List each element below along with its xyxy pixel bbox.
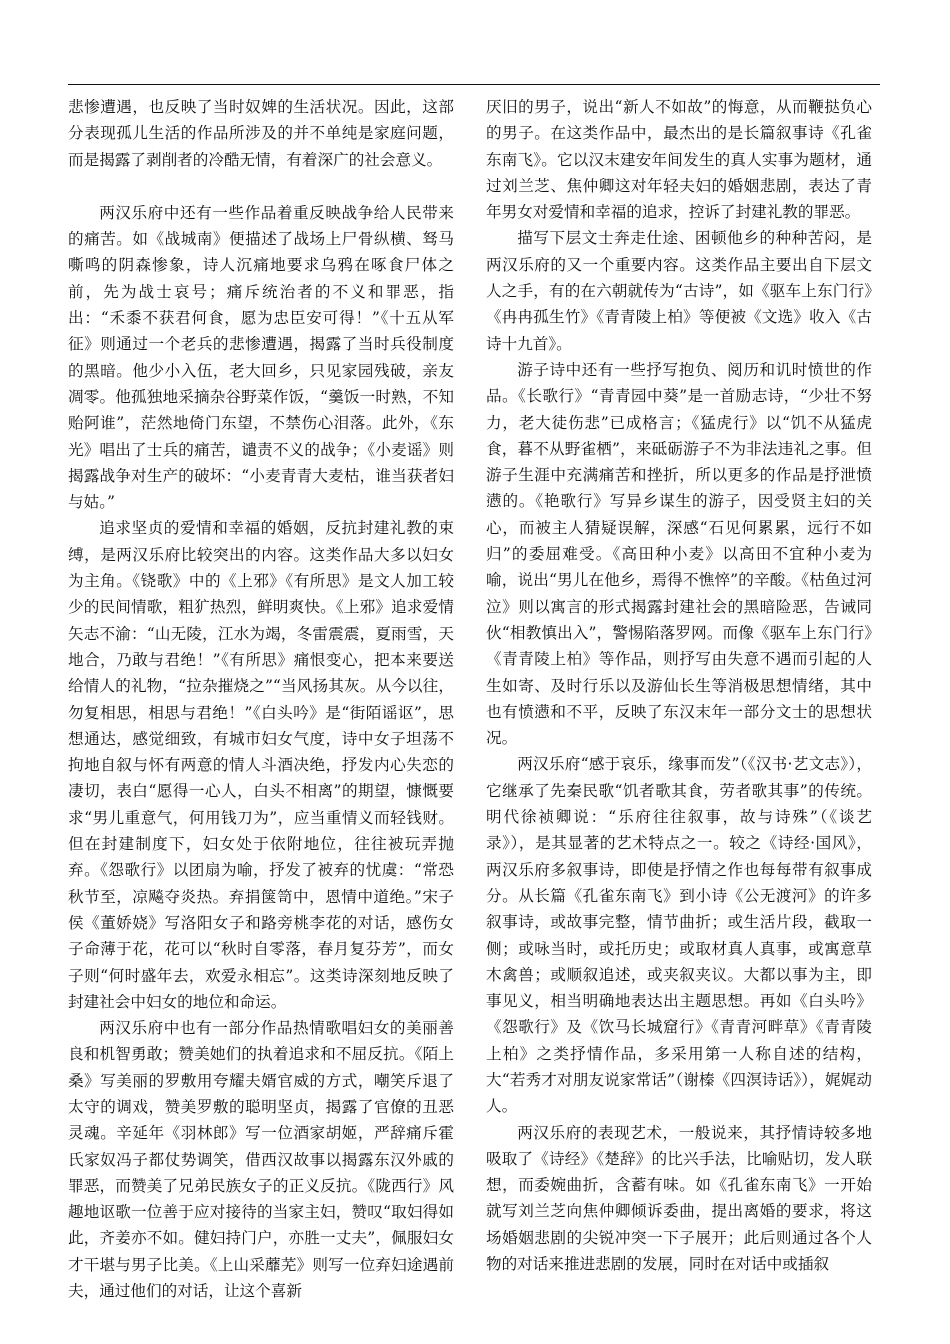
paragraph: 悲惨遭遇，也反映了当时奴婢的生活状况。因此，这部分表现孤儿生活的作品所涉及的并不单纯是家庭问题，而是揭露了剥削者的冷酷无情，有着深广的社会意义。 <box>68 98 454 169</box>
paragraph: 游子诗中还有一些抒写抱负、阅历和讥时愤世的作品。《长歌行》“青青园中葵”是一首励志诗，“少壮不努力，老大徒伤悲”已成格言；《猛虎行》以“饥不从猛虎食，暮不从野雀栖”，来砥砺游子不为非法违礼之事。但游子生涯中充满痛苦和挫折，所以更多的作品是抒泄愤懑的。《艳歌行》写异乡谋生的游子，因受贤主妇的关心，而被主人猜疑误解，深感“石见何累累，远行不如归”的委屈难受。《高田种小麦》以高田不宜种小麦为喻，说出“男儿在他乡，焉得不憔悴”的辛酸。《枯鱼过河泣》则以寓言的形式揭露封建社会的黑暗险恶，告诫同伙“相教慎出入”，警惕陷落罗网。而像《驱车上东门行》《青青陵上柏》等作品，则抒写由失意不遇而引起的人生如寄、及时行乐以及游仙长生等消极思想情绪，其中也有愤懑和不平，反映了东汉末年一部分文士的思想状况。 <box>486 360 872 748</box>
paragraph: 两汉乐府“感于哀乐，缘事而发”（《汉书·艺文志》），它继承了先秦民歌“饥者歌其食，劳者歌其事”的传统。明代徐祯卿说：“乐府往往叙事，故与诗殊”（《谈艺录》），是其显著的艺术特点之一。较之《诗经·国风》，两汉乐府多叙事诗，即使是抒情之作也每每带有叙事成分。从长篇《孔雀东南飞》到小诗《公无渡河》的许多叙事诗，或故事完整，情节曲折；或生活片段，截取一侧；或咏当时，或托历史；或取材真人真事，或寓意草木禽兽；或顺叙追述，或夹叙夹议。大都以事为主，即事见义，相当明确地表达出主题思想。再如《白头吟》《怨歌行》及《饮马长城窟行》《青青河畔草》《青青陵上柏》之类抒情作品，多采用第一人称自述的结构，大“若秀才对朋友说家常话”（谢榛《四溟诗话》），娓娓动人。 <box>486 755 872 1116</box>
header-rule <box>68 84 880 85</box>
paragraph: 两汉乐府中也有一部分作品热情歌唱妇女的美丽善良和机智勇敢；赞美她们的执着追求和不屈反抗。《陌上桑》写美丽的罗敷用夸耀夫婿官威的方式，嘲笑斥退了太守的调戏，赞美罗敷的聪明坚贞，揭露了官僚的丑恶灵魂。辛延年《羽林郎》写一位酒家胡姬，严辞痛斥霍氏家奴冯子都仗势调笑，借西汉故事以揭露东汉外戚的罪恶，而赞美了兄弟民族女子的正义反抗。《陇西行》风趣地讴歌一位善于应对接待的当家主妇，赞叹“取妇得如此，齐姜亦不如。健妇持门户，亦胜一丈夫”，佩服妇女才干堪与男子比美。《上山采蘼芜》则写一位弃妇途遇前夫，通过他们的对话，让这个喜新 <box>68 1019 454 1301</box>
paragraph: 描写下层文士奔走仕途、困顿他乡的种种苦闷，是两汉乐府的又一个重要内容。这类作品主要出自下层文人之手，有的在六朝就传为“古诗”，如《驱车上东门行》《冉冉孤生竹》《青青陵上柏》等便被《文选》收入《古诗十九首》。 <box>486 229 872 353</box>
left-column <box>68 94 454 1304</box>
paragraph: 两汉乐府中还有一些作品着重反映战争给人民带来的痛苦。如《战城南》便描述了战场上尸骨纵横、驽马嘶鸣的阴森惨象，诗人沉痛地要求乌鸦在啄食尸体之前，先为战士哀号；痛斥统治者的不义和罪恶，指出：“禾黍不获君何食，愿为忠臣安可得！”《十五从军征》则通过一个老兵的悲惨遭遇，揭露了当时兵役制度的黑暗。他少小入伍，老大回乡，只见家园残破，亲友凋零。他孤独地采摘杂谷野菜作饭，“羹饭一时熟，不知贻阿谁”，茫然地倚门东望，不禁伤心泪落。此外，《东光》唱出了士兵的痛苦，谴责不义的战争；《小麦谣》则揭露战争对生产的破坏：“小麦青青大麦枯，谁当获者妇与姑。” <box>68 203 454 512</box>
right-column <box>486 94 872 1277</box>
paragraph: 两汉乐府的表现艺术，一般说来，其抒情诗较多地吸取了《诗经》《楚辞》的比兴手法，比喻贴切，发人联想，而委婉曲折，含蓄有味。如《孔雀东南飞》一开始就写刘兰芝向焦仲卿倾诉委曲，提出离婚的要求，将这场婚姻悲剧的尖锐冲突一下子展开；此后则通过各个人物的对话来推进悲剧的发展，同时在对话中或插叙 <box>486 1123 872 1274</box>
paragraph: 厌旧的男子，说出“新人不如故”的悔意，从而鞭挞负心的男子。在这类作品中，最杰出的是长篇叙事诗《孔雀东南飞》。它以汉末建安年间发生的真人实事为题材，通过刘兰芝、焦仲卿这对年轻夫妇的婚姻悲剧，表达了青年男女对爱情和幸福的追求，控诉了封建礼教的罪恶。 <box>486 98 872 222</box>
paragraph: 追求坚贞的爱情和幸福的婚姻，反抗封建礼教的束缚，是两汉乐府比较突出的内容。这类作品大多以妇女为主角。《铙歌》中的《上邪》《有所思》是文人加工较少的民间情歌，粗犷热烈，鲜明爽快。《上邪》追求爱情矢志不渝：“山无陵，江水为竭，冬雷震震，夏雨雪，天地合，乃敢与君绝！”《有所思》痛恨变心，把本来要送给情人的礼物，“拉杂摧烧之”“当风扬其灰。从今以往，勿复相思，相思与君绝！”《白头吟》是“街陌谣讴”，思想通达，感觉细致，有城市妇女气度，诗中女子坦荡不拘地自叙与怀有两意的情人斗酒决绝，抒发内心失恋的凄切，表白“愿得一心人，白头不相离”的期望，慷慨要求“男儿重意气，何用钱刀为”，应当重情义而轻钱财。但在封建制度下，妇女处于依附地位，往往被玩弄抛弃。《怨歌行》以团扇为喻，抒发了被弃的忧虞：“常恐秋节至，凉飚夺炎热。弃捐箧笥中，恩情中道绝。”宋子侯《董娇娆》写洛阳女子和路旁桃李花的对话，感伤女子命薄于花，花可以“秋时自零落，春月复芬芳”，而女子则“何时盛年去，欢爱永相忘”。这类诗深刻地反映了封建社会中妇女的地位和命运。 <box>68 519 454 1011</box>
